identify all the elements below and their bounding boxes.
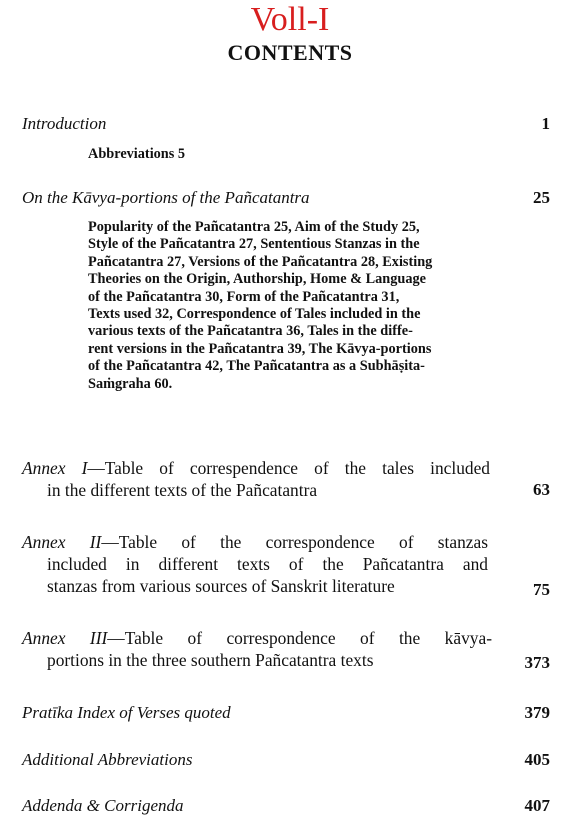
toc-subline: Pañcatantra 27, Versions of the Pañcatantra 28, Existing (88, 253, 433, 270)
toc-entry-additional-abbreviations: Additional Abbreviations (22, 750, 193, 769)
toc-page-addenda: 407 (524, 796, 550, 815)
toc-subline: of the Pañcatantra 42, The Pañcatantra as a Subhāṣita- (88, 358, 425, 375)
toc-sub-abbreviations: Abbreviations 5 (88, 146, 186, 162)
toc-subline: Saṁgraha 60. (88, 375, 173, 392)
toc-subline: Style of the Pañcatantra 27, Sententious Stanzas in the (88, 236, 420, 253)
annex-label: Annex III (22, 628, 108, 648)
toc-entry-pratika-index: Pratīka Index of Verses quoted (22, 703, 231, 722)
toc-page-pratika-index: 379 (524, 703, 550, 722)
annex-text: in the different texts of the Pañcatantra (47, 480, 318, 500)
volume-label: Voll-I (250, 1, 330, 38)
toc-page-annex-2: 75 (533, 580, 550, 599)
toc-page-kavya-portions: 25 (533, 188, 550, 207)
annex-label: Annex I (22, 458, 88, 478)
annex-text: —Table of the correspondence of stanzas (101, 532, 488, 552)
toc-page-annex-1: 63 (533, 480, 550, 499)
toc-entry-introduction: Introduction (22, 114, 107, 133)
toc-kavya-subtopics (88, 219, 498, 393)
toc-entry-annex-3 (22, 627, 492, 671)
toc-page-annex-3: 373 (524, 653, 550, 672)
toc-page-additional-abbreviations: 405 (524, 750, 550, 769)
annex-text: —Table of correspendence of the tales included (87, 458, 490, 478)
toc-page-introduction: 1 (541, 114, 550, 133)
toc-subline: various texts of the Pañcatantra 36, Tales in the diffe- (88, 323, 413, 340)
toc-entry-kavya-portions: On the Kāvya-portions of the Pañcatantra (22, 188, 310, 207)
toc-entry-annex-1 (22, 457, 490, 501)
annex-label: Annex II (22, 532, 102, 552)
toc-subline: of the Pañcatantra 30, Form of the Pañcatantra 31, (88, 288, 400, 305)
toc-subline: Popularity of the Pañcatantra 25, Aim of the Study 25, (88, 219, 420, 235)
toc-subline: Theories on the Origin, Authorship, Home & Language (88, 271, 426, 288)
annex-text: included in different texts of the Pañcatantra and (47, 554, 488, 574)
toc-subline: Texts used 32, Correspondence of Tales included in the (88, 306, 421, 323)
annex-text: stanzas from various sources of Sanskrit literature (47, 576, 395, 596)
toc-entry-addenda: Addenda & Corrigenda (22, 796, 184, 815)
toc-entry-annex-2 (22, 531, 488, 597)
toc-subline: rent versions in the Pañcatantra 39, The Kāvya-portions (88, 340, 432, 357)
annex-text: portions in the three southern Pañcatantra texts (47, 650, 374, 670)
annex-text: —Table of correspondence of the kāvya- (107, 628, 492, 648)
page-title: CONTENTS (227, 40, 353, 65)
